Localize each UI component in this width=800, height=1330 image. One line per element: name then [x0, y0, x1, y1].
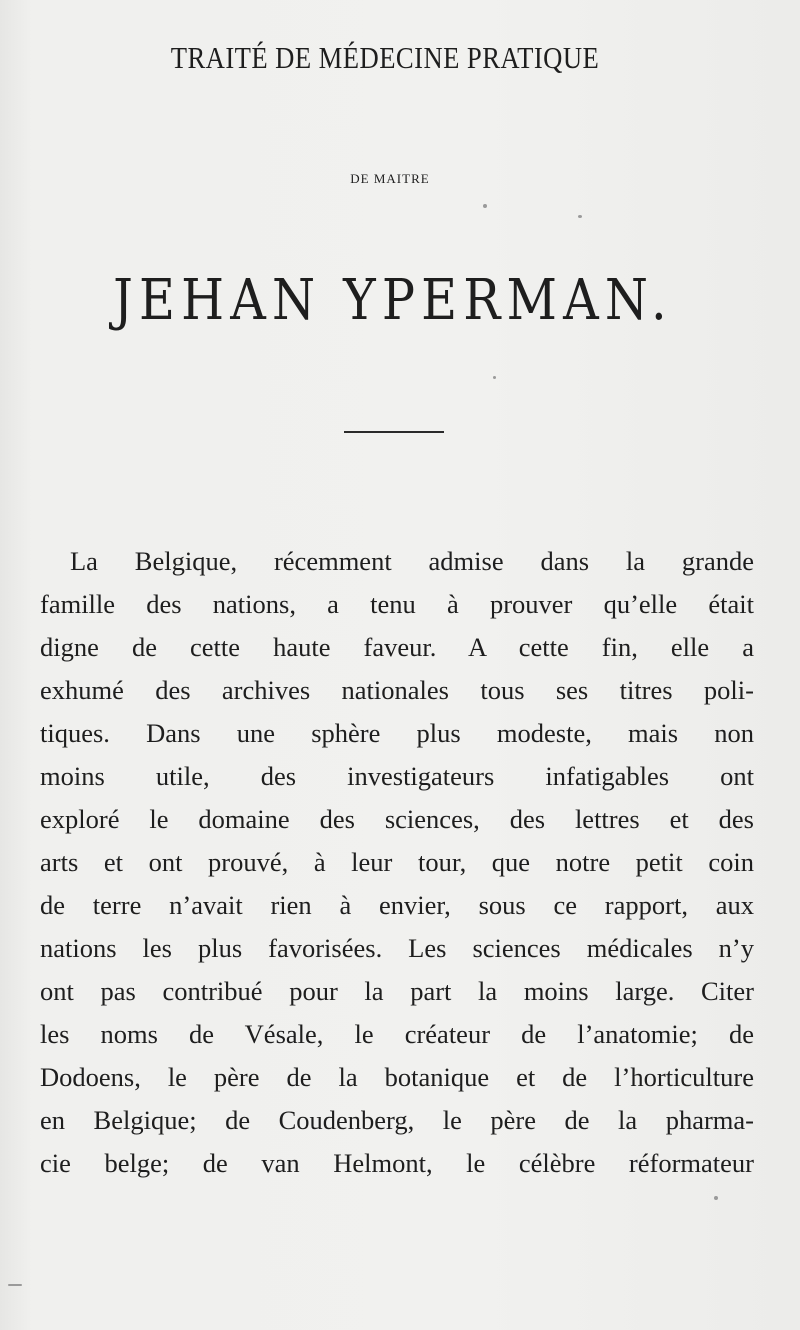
- body-paragraph: [40, 540, 754, 1185]
- text-line: digne de cette haute faveur. A cette fin, elle a: [40, 632, 754, 662]
- text-line: tiques. Dans une sphère plus modeste, mais non: [40, 718, 754, 748]
- paper-speck: [493, 376, 496, 379]
- paper-speck: [483, 204, 487, 208]
- text-line: Dodoens, le père de la botanique et de l’horticulture: [40, 1062, 754, 1092]
- text-line: nations les plus favorisées. Les sciences médicales n’y: [40, 933, 754, 963]
- text-line: moins utile, des investigateurs infatigables ont: [40, 761, 754, 791]
- paper-speck: [578, 215, 582, 218]
- main-title: JEHAN YPERMAN.: [113, 268, 673, 333]
- running-title: TRAITÉ DE MÉDECINE PRATIQUE: [170, 40, 600, 75]
- paper-speck: [714, 1196, 718, 1200]
- text-line: exhumé des archives nationales tous ses titres poli-: [40, 675, 754, 705]
- text-line: les noms de Vésale, le créateur de l’anatomie; de: [40, 1019, 754, 1049]
- text-line: ont pas contribué pour la part la moins large. Citer: [40, 976, 754, 1006]
- text-line: arts et ont prouvé, à leur tour, que notre petit coin: [40, 847, 754, 877]
- paper-speck: [8, 1284, 22, 1286]
- text-line: exploré le domaine des sciences, des lettres et des: [40, 804, 754, 834]
- text-line: La Belgique, récemment admise dans la grande: [70, 546, 754, 576]
- text-line: cie belge; de van Helmont, le célèbre réformateur: [40, 1148, 754, 1178]
- text-line: famille des nations, a tenu à prouver qu’elle était: [40, 589, 754, 619]
- title-divider: [344, 431, 444, 433]
- subtitle: DE MAITRE: [350, 171, 430, 186]
- text-line: de terre n’avait rien à envier, sous ce rapport, aux: [40, 890, 754, 920]
- text-line: en Belgique; de Coudenberg, le père de la pharma-: [40, 1105, 754, 1135]
